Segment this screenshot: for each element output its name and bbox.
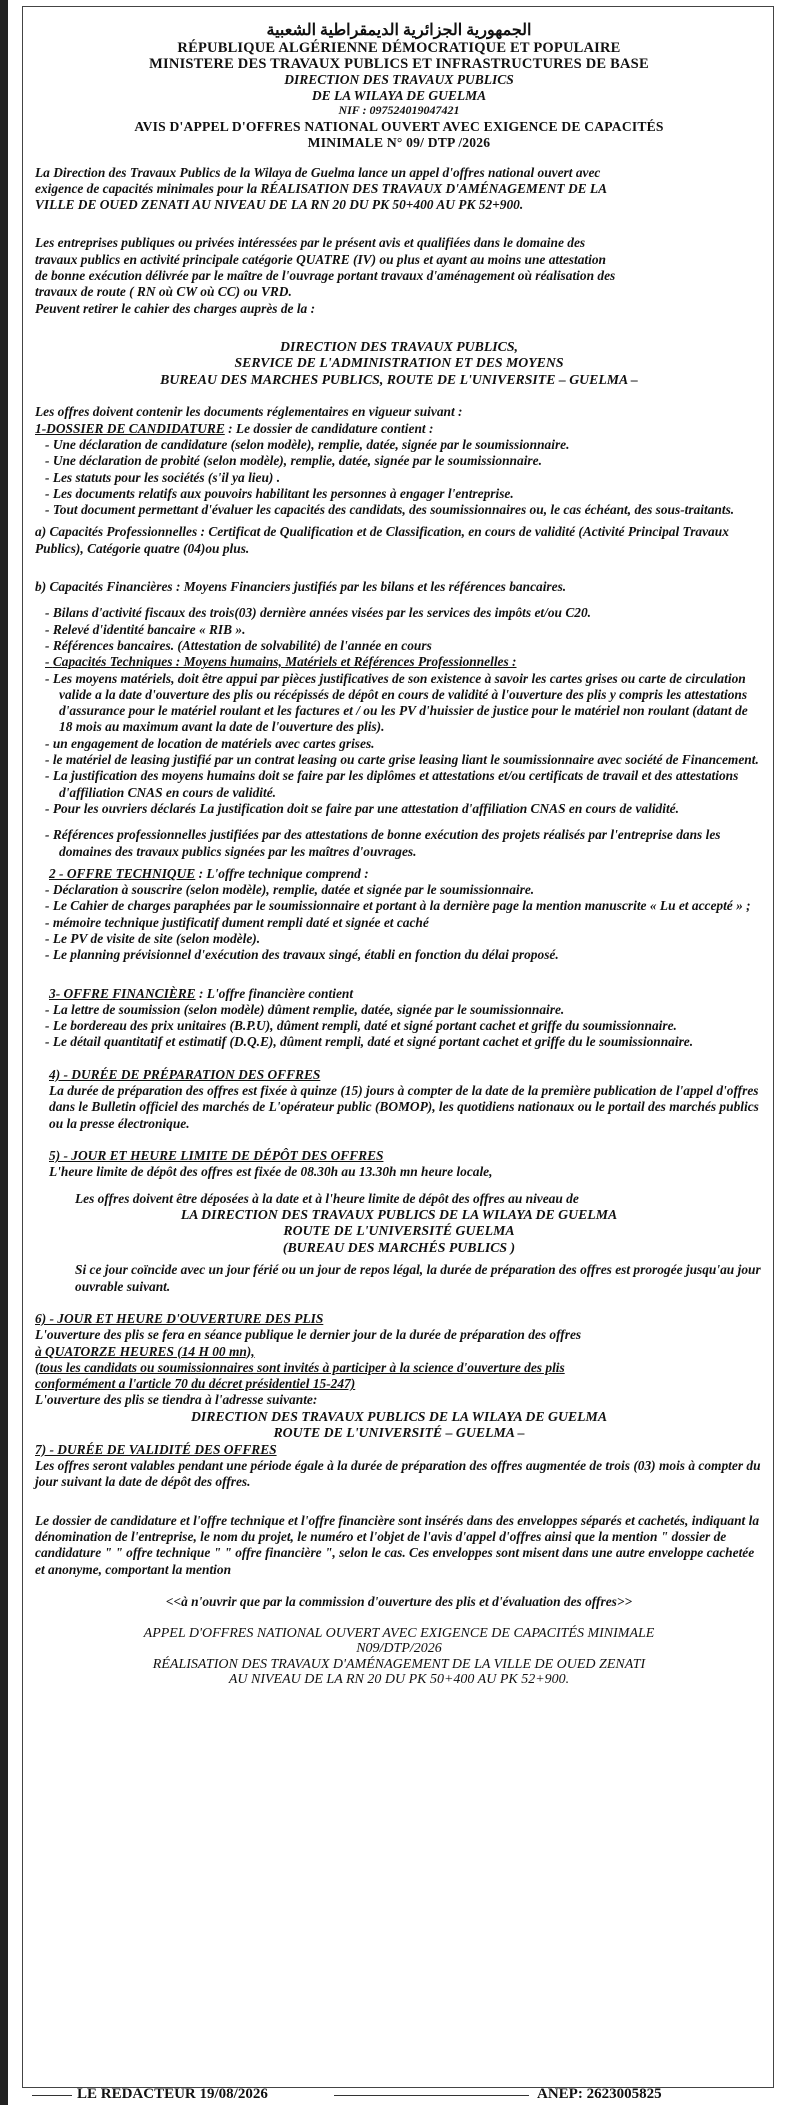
- list-item: - le matériel de leasing justifié par un contrat leasing ou carte grise leasing liant le soumissionnaire avec société de Financement.: [45, 752, 763, 768]
- list-item: - Le détail quantitatif et estimatif (D.Q.E), dûment rempli, daté et signé portant cachet et griffe du le soumissionnaire.: [45, 1034, 763, 1050]
- retrait-line: DIRECTION DES TRAVAUX PUBLICS,: [280, 338, 518, 354]
- technique-list: [35, 882, 763, 963]
- list-item: - Bilans d'activité fiscaux des trois(03) dernière années visées par les services des impôts et/ou C20.: [45, 605, 763, 621]
- dossier-title: 1-DOSSIER DE CANDIDATURE: [35, 420, 225, 436]
- list-item: - Relevé d'identité bancaire « RIB ».: [45, 622, 763, 638]
- list-item: - Pour les ouvriers déclarés La justification doit se faire par une attestation d'affiliation CNAS en cours de validité.: [45, 801, 763, 817]
- duree-title: 4) - DURÉE DE PRÉPARATION DES OFFRES: [49, 1066, 321, 1082]
- list-item: - mémoire technique justificatif dument rempli daté et signée et caché: [45, 915, 763, 931]
- intro-line: exigence de capacités minimales pour la RÉALISATION DES TRAVAUX D'AMÉNAGEMENT DE LA: [35, 180, 608, 196]
- retrait-address: [35, 339, 763, 389]
- closing-block: [35, 1626, 763, 1688]
- list-item: - un engagement de location de matériels avec cartes grises.: [45, 736, 763, 752]
- list-item: - Le Cahier de charges paraphées par le soumissionnaire et portant à la dernière page la mention manuscrite « Lu et accepté » ;: [45, 898, 763, 914]
- list-item: - Références bancaires. (Attestation de solvabilité) de l'année en cours: [45, 638, 763, 654]
- jour-lieu-line: ROUTE DE L'UNIVERSITÉ GUELMA: [283, 1223, 515, 1239]
- arabic-header: الجمهورية الجزائرية الديمقراطية الشعبية: [266, 22, 532, 39]
- footer-bar: [22, 2086, 774, 2104]
- notice-frame: [22, 6, 774, 2088]
- footer-rule: [334, 2095, 529, 2096]
- entreprises-line: Peuvent retirer le cahier des charges auprès de la :: [35, 300, 316, 316]
- list-item: - Les documents relatifs aux pouvoirs habilitant les personnes à engager l'entreprise.: [45, 486, 763, 502]
- financiere-lead: : L'offre financière contient: [195, 985, 354, 1001]
- validite-text: Les offres seront valables pendant une période égale à la durée de préparation des offres augmentée de trois (03) mois à compter du jour suivant la date de dépôt des offres.: [35, 1458, 761, 1490]
- ouverture-title: 6) - JOUR ET HEURE D'OUVERTURE DES PLIS: [35, 1310, 324, 1326]
- financiere-heading: [35, 986, 763, 1002]
- technique-heading: [35, 866, 763, 882]
- avis-title: AVIS D'APPEL D'OFFRES NATIONAL OUVERT AVEC EXIGENCE DE CAPACITÉS: [134, 118, 664, 134]
- financial-list: [35, 605, 763, 817]
- financiere-section: [35, 986, 763, 1051]
- ouverture-line: L'ouverture des plis se tiendra à l'adresse suivante:: [35, 1392, 318, 1408]
- list-item: - Une déclaration de probité (selon modèle), remplie, datée, signée par le soumissionnaire.: [45, 453, 763, 469]
- jour-heure: L'heure limite de dépôt des offres est fixée de 08.30h au 13.30h mn heure locale,: [49, 1164, 493, 1180]
- list-item: - Les moyens matériels, doit être appui par pièces justificatives de son existence à savoir les cartes grises ou carte de circulation valide a la date d'ouverture des plis ou récépissés de dépôt en cours de validité à l'ouverture des plis y compris les attestations d'assurance pour le matériel roulant et les factures et / ou les PV d'huissier de justice pour le matériel non roulant (datant de 18 mois au maximum avant la date de l'ouverture des plis).: [45, 671, 763, 736]
- notice-content: [35, 21, 763, 1688]
- list-item: - Références professionnelles justifiées par des attestations de bonne exécution des projets réalisés par l'entreprise dans les domaines des travaux publics signées par les maîtres d'ouvrages.: [45, 827, 763, 860]
- entreprises-line: de bonne exécution délivrée par le maître de l'ouvrage portant travaux d'aménagement où réalisation des: [35, 267, 616, 283]
- ouverture-section: [35, 1311, 763, 1442]
- enveloppes-section: [35, 1513, 763, 1578]
- retrait-line: SERVICE DE L'ADMINISTRATION ET DES MOYENS: [234, 355, 564, 371]
- technique-lead: : L'offre technique comprend :: [195, 865, 369, 881]
- list-item: - Le planning prévisionnel d'exécution des travaux singé, établi en fonction du délai proposé.: [45, 947, 763, 963]
- retrait-line: BUREAU DES MARCHES PUBLICS, ROUTE DE L'UNIVERSITE – GUELMA –: [160, 371, 638, 387]
- list-item: - Déclaration à souscrire (selon modèle), remplie, datée et signée par le soumissionnaire.: [45, 882, 763, 898]
- list-item: - Le bordereau des prix unitaires (B.P.U), dûment rempli, daté et signé portant cachet et griffe du soumissionnaire.: [45, 1018, 763, 1034]
- entreprises-paragraph: [35, 235, 763, 316]
- anep-label: ANEP: 2623005825: [537, 2086, 662, 2102]
- closing-line: RÉALISATION DES TRAVAUX D'AMÉNAGEMENT DE LA VILLE DE OUED ZENATI: [152, 1656, 646, 1672]
- closing-line: AU NIVEAU DE LA RN 20 DU PK 50+400 AU PK 52+900.: [228, 1672, 570, 1688]
- direction-title: DIRECTION DES TRAVAUX PUBLICS: [284, 72, 514, 87]
- intro-line: VILLE DE OUED ZENATI AU NIVEAU DE LA RN 20 DU PK 50+400 AU PK 52+900.: [35, 197, 524, 213]
- ouverture-lieu-line: ROUTE DE L'UNIVERSITÉ – GUELMA –: [273, 1425, 525, 1441]
- entreprises-line: travaux de route ( RN où CW où CC) ou VRD.: [35, 284, 292, 300]
- list-item: - Les statuts pour les sociétés (s'il ya lieu) .: [45, 470, 763, 486]
- ouverture-line: (tous les candidats ou soumissionnaires sont invités à participer à la science d'ouverture des plis: [35, 1359, 565, 1375]
- republic-title: RÉPUBLIQUE ALGÉRIENNE DÉMOCRATIQUE ET POPULAIRE: [177, 40, 621, 56]
- financiere-list: [35, 1002, 763, 1051]
- ouverture-lieu-line: DIRECTION DES TRAVAUX PUBLICS DE LA WILAYA DE GUELMA: [190, 1408, 608, 1424]
- capacites-professionnelles: a) Capacités Professionnelles : Certificat de Qualification et de Classification, en cours de validité (Activité Principal Travaux Publics), Catégorie quatre (04)ou plus.: [35, 524, 729, 556]
- technique-section: [35, 866, 763, 964]
- jour-lieu-line: (BUREAU DES MARCHÉS PUBLICS ): [282, 1239, 516, 1255]
- nif-line: NIF : 097524019047421: [338, 103, 460, 117]
- jour-ferie: Si ce jour coïncide avec un jour férié ou un jour de repos légal, la durée de préparation des offres est prorogée jusqu'au jour ouvrable suivant.: [75, 1262, 761, 1294]
- dossier-lead: : Le dossier de candidature contient :: [224, 420, 434, 436]
- footer-rule: [32, 2095, 72, 2096]
- entreprises-line: Les entreprises publiques ou privées intéressées par le présent avis et qualifiées dans le domaine des: [35, 235, 586, 251]
- dossier-section: [35, 404, 763, 859]
- validite-section: [35, 1442, 763, 1491]
- dossier-heading: [35, 421, 763, 437]
- jour-title: 5) - JOUR ET HEURE LIMITE DE DÉPÔT DES OFFRES: [49, 1147, 384, 1163]
- list-item: - La lettre de soumission (selon modèle) dûment remplie, datée, signée par le soumissionnaire.: [45, 1002, 763, 1018]
- redacteur-label: LE REDACTEUR 19/08/2026: [77, 2086, 268, 2102]
- technique-title: 2 - OFFRE TECHNIQUE: [49, 865, 196, 881]
- validite-title: 7) - DURÉE DE VALIDITÉ DES OFFRES: [35, 1441, 277, 1457]
- list-item: - Capacités Techniques : Moyens humains, Matériels et Références Professionnelles :: [45, 654, 763, 670]
- capacites-financieres: b) Capacités Financières : Moyens Financiers justifiés par les bilans et les références bancaires.: [35, 579, 567, 595]
- duree-section: [35, 1067, 763, 1132]
- ministry-title: MINISTERE DES TRAVAUX PUBLICS ET INFRASTRUCTURES DE BASE: [149, 56, 649, 72]
- closing-line: APPEL D'OFFRES NATIONAL OUVERT AVEC EXIGENCE DE CAPACITÉS MINIMALE: [143, 1625, 655, 1641]
- dossier-list: [35, 437, 763, 518]
- list-item: - La justification des moyens humains doit se faire par les diplômes et attestations et/ou certificats de travail et des attestations d'affiliation CNAS en cours de validité.: [45, 768, 763, 801]
- enveloppes-text: Le dossier de candidature et l'offre technique et l'offre financière sont insérés dans des enveloppes séparés et cachetés, indiquant la dénomination de l'entreprise, le nom du projet, le numéro et l'objet de l'avis d'appel d'offres ainsi que la mention " dossier de candidature " " offre technique " " offre financière ", selon le cas. Ces enveloppes sont misent dans une autre enveloppe cachetée et anonyme, comportant la mention: [35, 1512, 760, 1577]
- offres-intro: Les offres doivent contenir les documents réglementaires en vigueur suivant :: [35, 404, 463, 420]
- scan-edge: [0, 0, 8, 2105]
- intro-line: La Direction des Travaux Publics de la Wilaya de Guelma lance un appel d'offres national ouvert avec: [35, 164, 601, 180]
- closing-line: N09/DTP/2026: [356, 1641, 442, 1657]
- list-item: - Tout document permettant d'évaluer les capacités des candidats, des soumissionnaires ou, le cas échéant, des sous-traitants.: [45, 502, 763, 518]
- avis-number: MINIMALE N° 09/ DTP /2026: [307, 134, 491, 150]
- financiere-title: 3- OFFRE FINANCIÈRE: [49, 985, 196, 1001]
- entreprises-line: travaux publics en activité principale catégorie QUATRE (IV) ou plus et ayant au moins une attestation: [35, 251, 606, 267]
- list-item: - Une déclaration de candidature (selon modèle), remplie, datée, signée par le soumissionnaire.: [45, 437, 763, 453]
- jour-deposer: Les offres doivent être déposées à la date et à l'heure limite de dépôt des offres au niveau de: [75, 1190, 579, 1206]
- duree-text: La durée de préparation des offres est fixée à quinze (15) jours à compter de la date de la première publication de l'appel d'offres dans le Bulletin officiel des marchés de L'opérateur public (BOMOP), les quotidiens nationaux ou le portail des marchés publics ou la presse électronique.: [49, 1083, 759, 1131]
- ouverture-line: L'ouverture des plis se fera en séance publique le dernier jour de la durée de préparation des offres: [35, 1327, 582, 1343]
- ouverture-line: à QUATORZE HEURES (14 H 00 mn),: [35, 1343, 255, 1359]
- ouverture-line: conformément a l'article 70 du décret présidentiel 15-247): [35, 1376, 356, 1392]
- jour-section: [35, 1148, 763, 1295]
- references-list: [35, 827, 763, 860]
- jour-lieu-line: LA DIRECTION DES TRAVAUX PUBLICS DE LA WILAYA DE GUELMA: [180, 1206, 618, 1222]
- list-item: - Le PV de visite de site (selon modèle).: [45, 931, 763, 947]
- wilaya-title: DE LA WILAYA DE GUELMA: [311, 87, 487, 103]
- intro-paragraph: [35, 165, 763, 214]
- mention-text: <<à n'ouvrir que par la commission d'ouverture des plis et d'évaluation des offres>>: [165, 1593, 633, 1609]
